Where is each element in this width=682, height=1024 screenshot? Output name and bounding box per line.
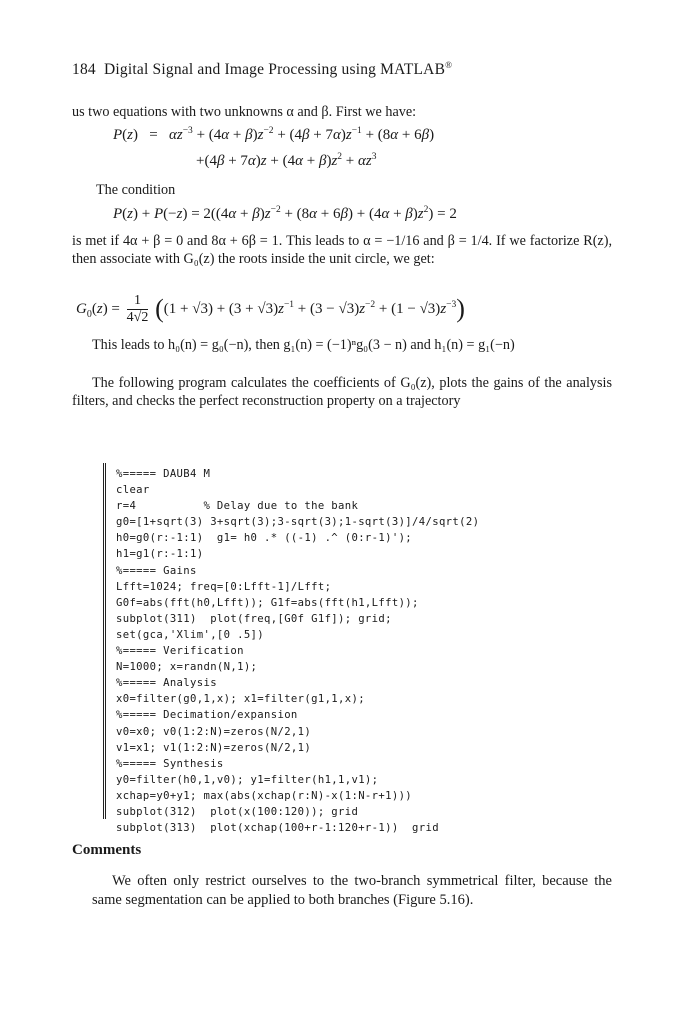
code-line: N=1000; x=randn(N,1); xyxy=(116,661,258,674)
code-line: set(gca,'Xlim',[0 .5]) xyxy=(116,628,265,641)
code-line: %===== Gains xyxy=(116,564,197,577)
code-line: subplot(311) plot(freq,[G0f G1f]); grid; xyxy=(116,612,392,625)
code-line: clear xyxy=(116,484,150,497)
book-title: Digital Signal and Image Processing using MATLAB xyxy=(104,61,446,79)
code-line: subplot(312) plot(x(100:120)); grid xyxy=(116,805,359,818)
code-line: %===== Verification xyxy=(116,645,244,658)
page-number: 184 xyxy=(72,61,96,79)
code-line: h1=g1(r:-1:1) xyxy=(116,548,204,561)
code-line: xchap=y0+y1; max(abs(xchap(r:N)-x(1:N-r+1))) xyxy=(116,789,413,802)
code-line: r=4 % Delay due to the bank xyxy=(116,500,359,513)
code-line: %===== Analysis xyxy=(116,677,217,690)
comments-paragraph: We often only restrict ourselves to the two-branch symmetrical filter, because the same segmentation can be applied to both branches (Figure 5.16). xyxy=(92,873,612,908)
code-line: v1=x1; v1(1:2:N)=zeros(N/2,1) xyxy=(116,741,312,754)
running-header xyxy=(72,60,452,79)
code-line: Lfft=1024; freq=[0:Lfft-1]/Lfft; xyxy=(116,580,332,593)
paragraph-h0: This leads to h₀(n) = g₀(−n), then g₁(n) = (−1)ⁿg₀(3 − n) and h₁(n) = g₁(−n) xyxy=(92,337,515,353)
fraction-1-over-4sqrt2: $\frac{1}{4√2}$ xyxy=(126,293,149,325)
code-line: g0=[1+sqrt(3) 3+sqrt(3);3-sqrt(3);1-sqrt(3)]/4/sqrt(2) xyxy=(116,516,480,529)
code-listing xyxy=(116,466,479,836)
equation-condition: $P(z) + P(-z) = 2((4\alpha + \beta)z^{-2} + (8\alpha + 6\beta) + (4\alpha + \beta)z^2) = 2$ xyxy=(113,205,457,222)
registered-mark: ® xyxy=(445,60,453,70)
code-line: %===== DAUB4 M xyxy=(116,468,211,480)
intro-line: us two equations with two unknowns α and β. First we have: xyxy=(72,104,417,120)
code-line: h0=g0(r:-1:1) g1= h0 .* ((-1) .^ (0:r-1)'); xyxy=(116,532,413,545)
code-line: subplot(313) plot(xchap(100+r-1:120+r-1)) grid xyxy=(116,822,439,835)
equation-p-line2: $+(4\beta + 7\alpha)z + (4\alpha + \beta)z^2 + \alpha z^3$ xyxy=(196,152,377,169)
paragraph-program: The following program calculates the coefficients of G₀(z), plots the gains of the analysis filters, and checks the perfect reconstruction property on a trajectory xyxy=(72,375,612,409)
equation-g0: $G_0(z)$ = $\frac{1}{4√2}$ $((1 + √3) + (3 + √3)z^{-1} + (3 - √3)z^{-2} + (1 - √3)z^{-3})$ xyxy=(76,293,465,325)
code-line: x0=filter(g0,1,x); x1=filter(g1,1,x); xyxy=(116,693,365,706)
comments-heading: Comments xyxy=(72,842,142,858)
code-line: G0f=abs(fft(h0,Lfft)); G1f=abs(fft(h1,Lfft)); xyxy=(116,596,419,609)
code-line: %===== Decimation/expansion xyxy=(116,709,298,722)
condition-label: The condition xyxy=(96,182,176,198)
code-line: y0=filter(h0,1,v0); y1=filter(h1,1,v1); xyxy=(116,773,379,786)
code-line: %===== Synthesis xyxy=(116,757,224,770)
paragraph-factorize: is met if 4α + β = 0 and 8α + 6β = 1. This leads to α = −1/16 and β = 1/4. If we factorize R(z), then associate with G₀(z) the roots inside the unit circle, we get: xyxy=(72,233,612,267)
equation-p-line1: $P(z) = \alpha z^{-3} + (4\alpha + \beta)z^{-2} + (4\beta + 7\alpha)z^{-1} + (8\alpha + 6\beta)$ xyxy=(113,126,435,143)
code-line: v0=x0; v0(1:2:N)=zeros(N/2,1) xyxy=(116,725,312,738)
